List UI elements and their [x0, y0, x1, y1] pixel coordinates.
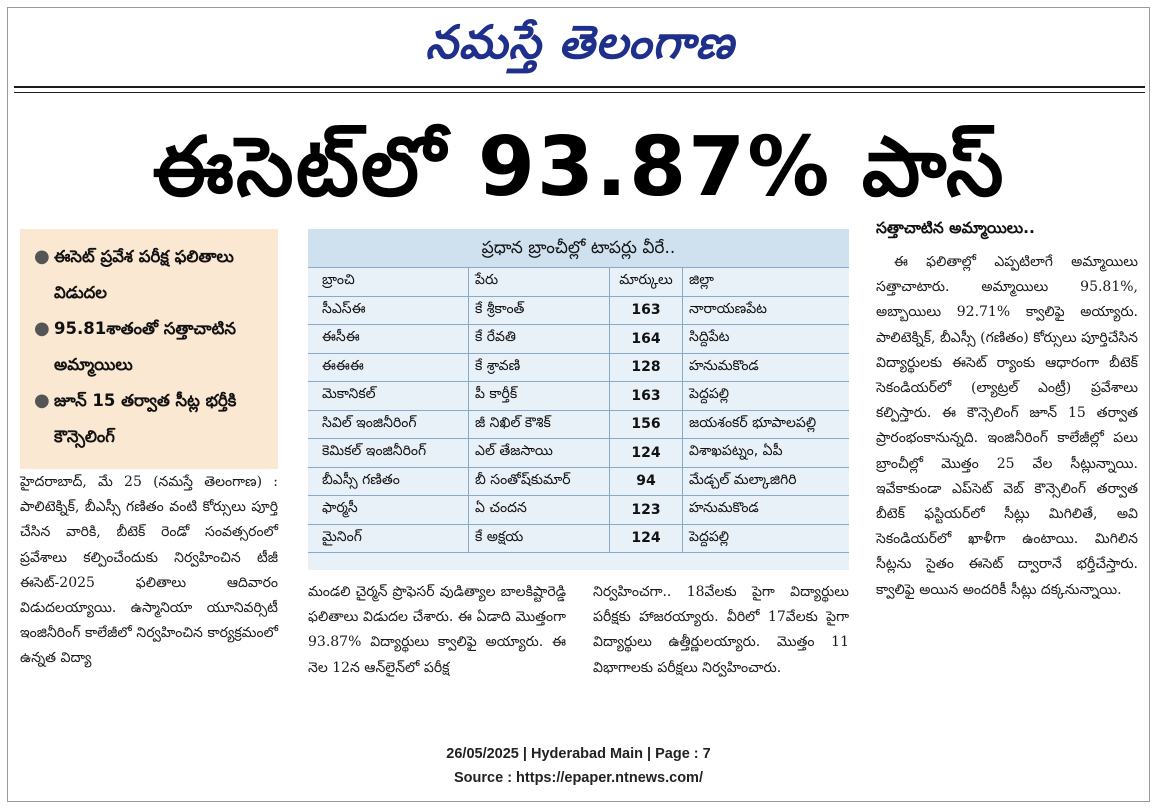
- cell-branch: కెమికల్‌ ఇంజినీరింగ్‌: [308, 439, 469, 468]
- headline: ఈసెట్‌లో 93.87% పాస్‌: [152, 120, 1006, 215]
- article-column-4: ఈ ఫలితాల్లో ఎప్పటిలాగే అమ్మాయిలు సత్తాచాటారు. అమ్మాయిలు 95.81%, అబ్బాయిలు 92.71% క్వాలిఫై అయ్యారు. పాలిటెక్నిక్‌, బీఎస్సీ (గణితం) కోర్సులు పూర్తిచేసిన విద్యార్థులకు ఈసెట్‌ ర్యాంకు ఆధారంగా బీటెక్‌ సెకండియర్‌లో (ల్యాట్రల్‌ ఎంట్రీ) ప్రవేశాలు కల్పిస్తారు. ఈ కౌన్సెలింగ్‌ జూన్‌ 15 తర్వాత ప్రారంభంకానున్నది. ఇంజినీరింగ్‌ కాలేజీల్లో పలు బ్రాంచీల్లో మొత్తం 25 వేల సీట్లున్నాయి. ఇవేకాకుండా ఎప్‌సెట్‌ వెబ్‌ కౌన్సెలింగ్‌ తర్వాత బీటెక్‌ ఫస్టియర్‌లో సీట్లు మిగిలితే, అవి సెకండియర్‌లో ఖాళీగా ఉంటాయి. మిగిలిన సీట్లను సైతం ఈసెట్‌ ద్వారానే భర్తీచేస్తారు. క్వాలిఫై అయిన అందరికీ సీట్లు దక్కనున్నాయి.: [876, 254, 1138, 598]
- bullet-icon: ●: [34, 390, 50, 411]
- cell-marks: 124: [610, 439, 683, 468]
- footer-source-line: Source : https://epaper.ntnews.com/: [454, 770, 703, 786]
- table-header-row: [308, 268, 849, 296]
- cell-marks: 156: [610, 410, 683, 439]
- top-rule: [14, 86, 1145, 88]
- bullet-icon: ●: [34, 318, 50, 339]
- cell-district: పెద్దపల్లి: [683, 382, 850, 411]
- table-row: [308, 467, 849, 496]
- cell-district: జయశంకర్‌ భూపాలపల్లి: [683, 410, 850, 439]
- toppers-table-title: ప్రధాన బ్రాంచీల్లో టాపర్లు వీరే..: [308, 229, 849, 268]
- header-district: జిల్లా: [683, 268, 850, 296]
- footer-date-line: 26/05/2025 | Hyderabad Main | Page : 7: [446, 746, 711, 762]
- cell-name: ఎల్‌ తేజసాయి: [469, 439, 610, 468]
- top-rule-thin: [14, 92, 1145, 93]
- cell-marks: 164: [610, 325, 683, 354]
- toppers-table-box: [308, 229, 849, 570]
- table-row: [308, 410, 849, 439]
- cell-branch: ఈఈఈ: [308, 353, 469, 382]
- highlight-item: ● 95.81శాతంతో సత్తాచాటిన అమ్మాయిలు: [30, 311, 270, 383]
- article-column-1: హైదరాబాద్‌, మే 25 (నమస్తే తెలంగాణ) : పాలిటెక్నిక్‌, బీఎస్సీ గణితం వంటి కోర్సులు పూర్తి చేసిన వారికి, బీటెక్‌ రెండో సంవత్సరంలో ప్రవేశాలు కల్పించేందుకు నిర్వహించిన టీజీ ఈసెట్‌-2025 ఫలితాలు ఆదివారం విడుదలయ్యాయి. ఉస్మానియా యూనివర్సిటీ ఇంజినీరింగ్‌ కాలేజీలో నిర్వహించిన కార్యక్రమంలో ఉన్నత విద్యా: [20, 474, 278, 667]
- cell-name: కే శ్రావణి: [469, 353, 610, 382]
- bullet-icon: ●: [34, 246, 50, 267]
- cell-district: విశాఖపట్నం, ఏపీ: [683, 439, 850, 468]
- cell-marks: 128: [610, 353, 683, 382]
- cell-district: పెద్దపల్లి: [683, 524, 850, 553]
- cell-branch: మెకానికల్‌: [308, 382, 469, 411]
- table-row: [308, 382, 849, 411]
- toppers-table: [308, 268, 849, 553]
- cell-branch: ఫార్మసీ: [308, 496, 469, 525]
- cell-marks: 163: [610, 296, 683, 325]
- highlights-box: [20, 229, 278, 469]
- cell-district: సిద్దిపేట: [683, 325, 850, 354]
- table-row: [308, 496, 849, 525]
- header-name: పేరు: [469, 268, 610, 296]
- cell-name: బీ సంతోష్‌కుమార్‌: [469, 467, 610, 496]
- cell-branch: సివిల్‌ ఇంజినీరింగ్‌: [308, 410, 469, 439]
- table-row: [308, 524, 849, 553]
- right-subheading: సత్తాచాటిన అమ్మాయిలు..: [876, 219, 1035, 237]
- cell-name: కే రేవతి: [469, 325, 610, 354]
- cell-name: ఏ చందన: [469, 496, 610, 525]
- highlights-list: [20, 229, 278, 455]
- table-row: [308, 439, 849, 468]
- newspaper-masthead: నమస్తే తెలంగాణ: [425, 15, 735, 69]
- cell-branch: ఈసీఈ: [308, 325, 469, 354]
- cell-marks: 123: [610, 496, 683, 525]
- table-row: [308, 296, 849, 325]
- cell-name: కే శ్రీకాంత్‌: [469, 296, 610, 325]
- table-row: [308, 353, 849, 382]
- cell-marks: 163: [610, 382, 683, 411]
- cell-district: హనుమకొండ: [683, 353, 850, 382]
- cell-district: నారాయణపేట: [683, 296, 850, 325]
- cell-branch: సీఎస్‌ఈ: [308, 296, 469, 325]
- cell-marks: 124: [610, 524, 683, 553]
- cell-branch: మైనింగ్‌: [308, 524, 469, 553]
- highlight-item: ● జూన్‌ 15 తర్వాత సీట్ల భర్తీకి కౌన్సెలింగ్‌: [30, 383, 270, 455]
- article-column-2: మండలి చైర్మన్‌ ప్రొఫెసర్‌ వుడిత్యాల బాలకిష్టారెడ్డి ఫలితాలు విడుదల చేశారు. ఈ ఏడాది మొత్తంగా 93.87% విద్యార్థులు క్వాలిఫై అయ్యారు. ఈ నెల 12న ఆన్‌లైన్‌లో పరీక్ష: [308, 584, 566, 676]
- cell-name: కే అక్షయ: [469, 524, 610, 553]
- cell-name: పీ కార్తీక్‌: [469, 382, 610, 411]
- cell-marks: 94: [610, 467, 683, 496]
- cell-branch: బీఎస్సీ గణితం: [308, 467, 469, 496]
- table-row: [308, 325, 849, 354]
- article-column-3: నిర్వహించగా.. 18వేలకు పైగా విద్యార్థులు పరీక్షకు హాజరయ్యారు. వీరిలో 17వేలకు పైగా విద్యార్థులు ఉత్తీర్ణులయ్యారు. మొత్తం 11 విభాగాలకు పరీక్షలు నిర్వహించారు.: [593, 584, 849, 676]
- header-branch: బ్రాంచి: [308, 268, 469, 296]
- header-marks: మార్కులు: [610, 268, 683, 296]
- toppers-table-body: [308, 296, 849, 553]
- cell-district: హనుమకొండ: [683, 496, 850, 525]
- cell-district: మేడ్చల్‌ మల్కాజిగిరి: [683, 467, 850, 496]
- highlight-item: ● ఈసెట్‌ ప్రవేశ పరీక్ష ఫలితాలు విడుదల: [30, 239, 270, 311]
- cell-name: జీ నిఖిల్‌ కౌశిక్‌: [469, 410, 610, 439]
